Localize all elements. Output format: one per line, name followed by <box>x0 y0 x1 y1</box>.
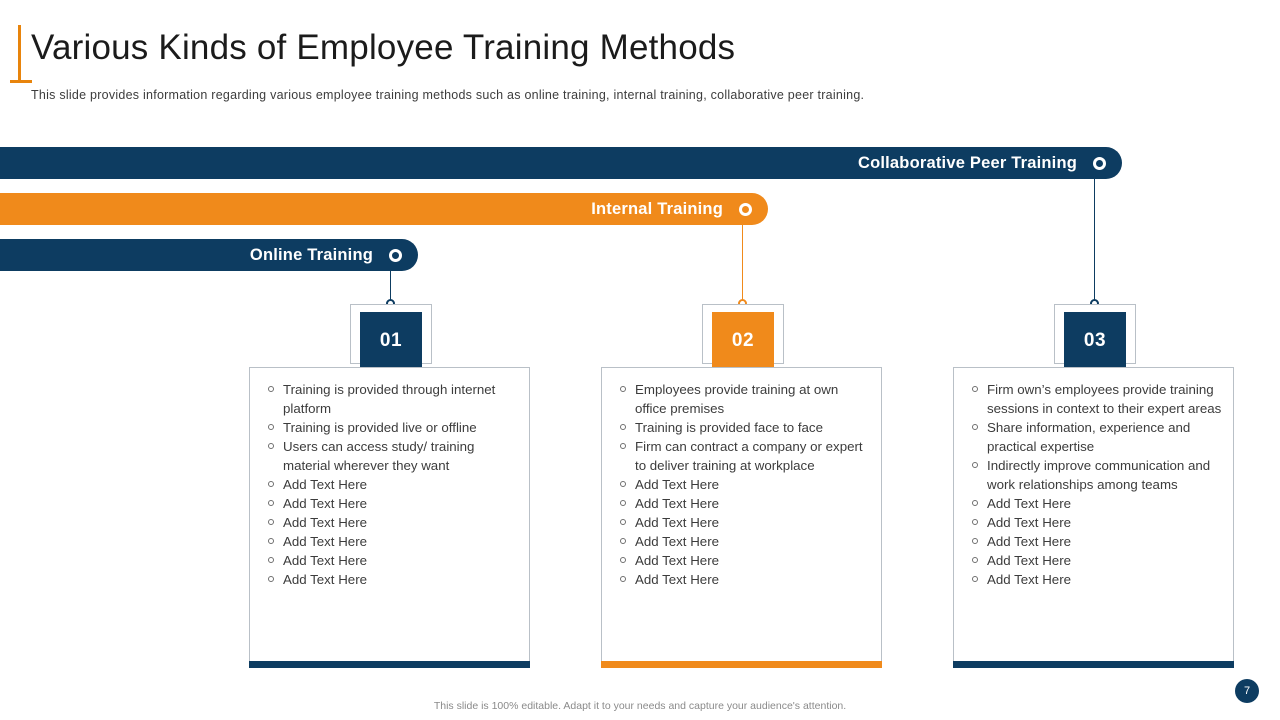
ribbon-collaborative-peer-training <box>0 147 1122 179</box>
card-accent-bar <box>601 661 882 668</box>
list-item: Share information, experience and practical expertise <box>964 418 1223 456</box>
list-item: Training is provided through internet platform <box>260 380 519 418</box>
list-item: Add Text Here <box>260 570 519 589</box>
list-item: Firm can contract a company or expert to deliver training at workplace <box>612 437 871 475</box>
connector-line-3 <box>1094 176 1095 304</box>
list-item: Add Text Here <box>260 551 519 570</box>
list-item: Training is provided live or offline <box>260 418 519 437</box>
bullet-list <box>612 380 871 589</box>
list-item: Add Text Here <box>612 551 871 570</box>
list-item: Indirectly improve communication and work relationships among teams <box>964 456 1223 494</box>
list-item: Add Text Here <box>612 475 871 494</box>
page-title: Various Kinds of Employee Training Methods <box>31 28 736 67</box>
list-item: Add Text Here <box>612 570 871 589</box>
step-number-badge: 01 <box>360 312 422 370</box>
ribbon-knob-icon <box>1093 157 1106 170</box>
page-subtitle: This slide provides information regarding various employee training methods such as online training, internal training, collaborative peer training. <box>31 88 865 102</box>
ribbon-knob-icon <box>739 203 752 216</box>
list-item: Add Text Here <box>260 513 519 532</box>
ribbon-online-training <box>0 239 418 271</box>
ribbon-label: Collaborative Peer Training <box>857 153 1077 172</box>
list-item: Add Text Here <box>260 532 519 551</box>
bullet-list <box>260 380 519 589</box>
connector-line-2 <box>742 222 743 304</box>
ribbon-knob-icon <box>389 249 402 262</box>
list-item: Firm own’s employees provide training sessions in context to their expert areas <box>964 380 1223 418</box>
ribbon-label: Online Training <box>249 245 373 264</box>
step-number-badge: 03 <box>1064 312 1126 370</box>
footer-note: This slide is 100% editable. Adapt it to your needs and capture your audience's attention. <box>433 700 847 712</box>
card-accent-bar <box>249 661 530 668</box>
ribbon-internal-training <box>0 193 768 225</box>
list-item: Employees provide training at own office premises <box>612 380 871 418</box>
list-item: Add Text Here <box>964 513 1223 532</box>
title-accent-horizontal-rule <box>10 80 32 83</box>
bullet-list <box>964 380 1223 589</box>
list-item: Training is provided face to face <box>612 418 871 437</box>
list-item: Add Text Here <box>964 532 1223 551</box>
content-card <box>953 367 1234 666</box>
list-item: Add Text Here <box>612 513 871 532</box>
ribbon-label: Internal Training <box>591 199 723 218</box>
content-card <box>601 367 882 666</box>
list-item: Add Text Here <box>964 551 1223 570</box>
step-number-badge: 02 <box>712 312 774 370</box>
list-item: Add Text Here <box>260 494 519 513</box>
content-card <box>249 367 530 666</box>
title-accent-vertical-rule <box>18 25 21 83</box>
list-item: Add Text Here <box>964 570 1223 589</box>
list-item: Add Text Here <box>612 532 871 551</box>
list-item: Add Text Here <box>612 494 871 513</box>
list-item: Add Text Here <box>964 494 1223 513</box>
list-item: Add Text Here <box>260 475 519 494</box>
page-number-badge: 7 <box>1235 679 1259 703</box>
card-accent-bar <box>953 661 1234 668</box>
list-item: Users can access study/ training material wherever they want <box>260 437 519 475</box>
